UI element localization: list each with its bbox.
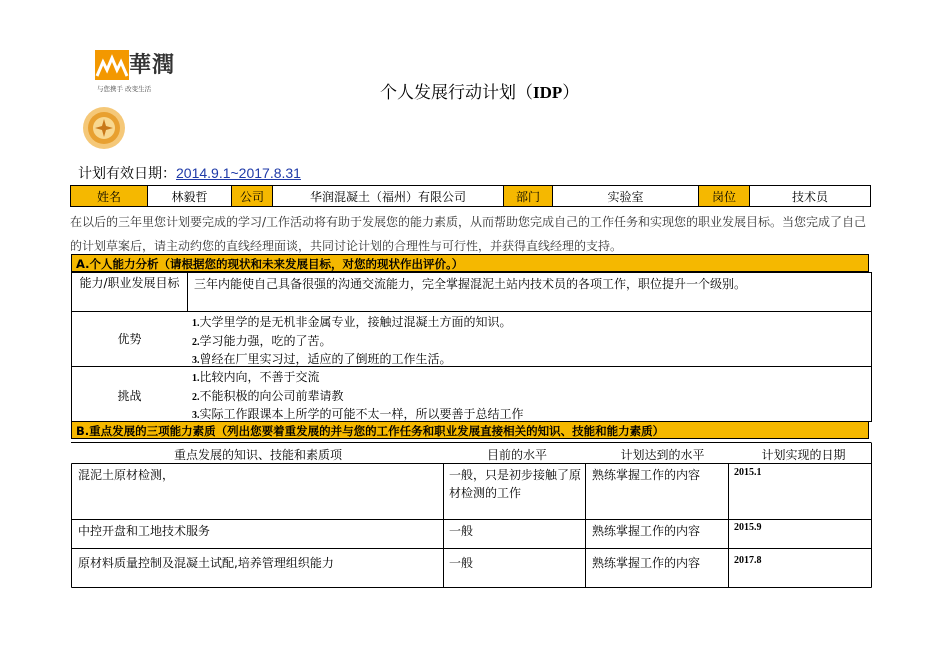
row-current: 一般	[449, 556, 474, 570]
col-header-date: 计划实现的日期	[736, 443, 871, 466]
logo-slogan: 与您携手 改变生活	[97, 85, 152, 93]
strength-item: 2.学习能力强，吃的了苦。	[192, 333, 332, 348]
row-item: 混泥土原材检测，	[78, 468, 175, 482]
row-current: 一般	[449, 524, 474, 538]
section-b-header: B.重点发展的三项能力素质（列出您要着重发展的并与您的工作任务和职业发展直接相关的知识、技能和能力素质）	[71, 421, 869, 439]
row-item: 原材料质量控制及混凝土试配,培养管理组织能力	[78, 556, 334, 570]
goal-label: 能力/职业发展目标	[72, 273, 188, 312]
row-target: 熟练掌握工作的内容	[592, 468, 701, 482]
challenge-item: 2.不能积极的向公司前辈请教	[192, 388, 344, 403]
goal-text: 三年内能使自己具备很强的沟通交流能力，完全掌握混泥土站内技术员的各项工作，职位提升一个级别。	[188, 273, 872, 312]
validity-date: 2014.9.1~2017.8.31	[176, 165, 301, 181]
position-label: 岗位	[699, 186, 750, 207]
title-abbr: IDP	[533, 83, 563, 102]
dept-value: 实验室	[553, 186, 699, 207]
section-a-header: A.个人能力分析（请根据您的现状和未来发展目标，对您的现状作出评价。）	[71, 254, 869, 272]
row-current: 一般，只是初步接触了原材检测的工作	[449, 468, 582, 500]
row-date: 2017.8	[734, 555, 762, 566]
col-header-target: 计划达到的水平	[589, 443, 736, 466]
row-target: 熟练掌握工作的内容	[592, 556, 701, 570]
strength-item: 1.大学里学的是无机非金属专业，接触过混凝土方面的知识。	[192, 315, 512, 329]
name-value: 林毅哲	[148, 186, 232, 207]
col-header-item: 重点发展的知识、技能和素质项	[71, 443, 445, 466]
position-value: 技术员	[750, 186, 871, 207]
dept-label: 部门	[504, 186, 553, 207]
row-date: 2015.1	[734, 467, 762, 478]
intro-paragraph: 在以后的三年里您计划要完成的学习/工作活动将有助于发展您的能力素质，从而帮助您完成自己的工作任务和实现您的职业发展目标。当您完成了自己的计划草案后，请主动约您的直线经理面谈，共同讨论计划的合理性与可行性，并获得直线经理的支持。	[70, 215, 867, 253]
strength-item: 3.曾经在厂里实习过，适应的了倒班的工作生活。	[192, 352, 452, 366]
logo-brand-text: 華潤	[129, 52, 176, 78]
title-suffix: ）	[562, 83, 580, 103]
row-date: 2015.9	[734, 522, 762, 533]
name-label: 姓名	[71, 186, 148, 207]
challenge-item: 3.实际工作跟课本上所学的可能不太一样，所以要善于总结工作	[192, 407, 524, 421]
company-value: 华润混凝土（福州）有限公司	[273, 186, 504, 207]
validity-label: 计划有效日期：	[78, 166, 176, 182]
row-item: 中控开盘和工地技术服务	[78, 524, 211, 538]
col-header-current: 目前的水平	[445, 443, 589, 466]
challenges-label: 挑战	[117, 389, 142, 403]
title-prefix: 个人发展行动计划（	[380, 83, 533, 103]
row-target: 熟练掌握工作的内容	[592, 524, 701, 538]
challenge-item: 1.比较内向，不善于交流	[192, 370, 320, 384]
company-label: 公司	[232, 186, 273, 207]
strengths-label: 优势	[117, 332, 142, 346]
